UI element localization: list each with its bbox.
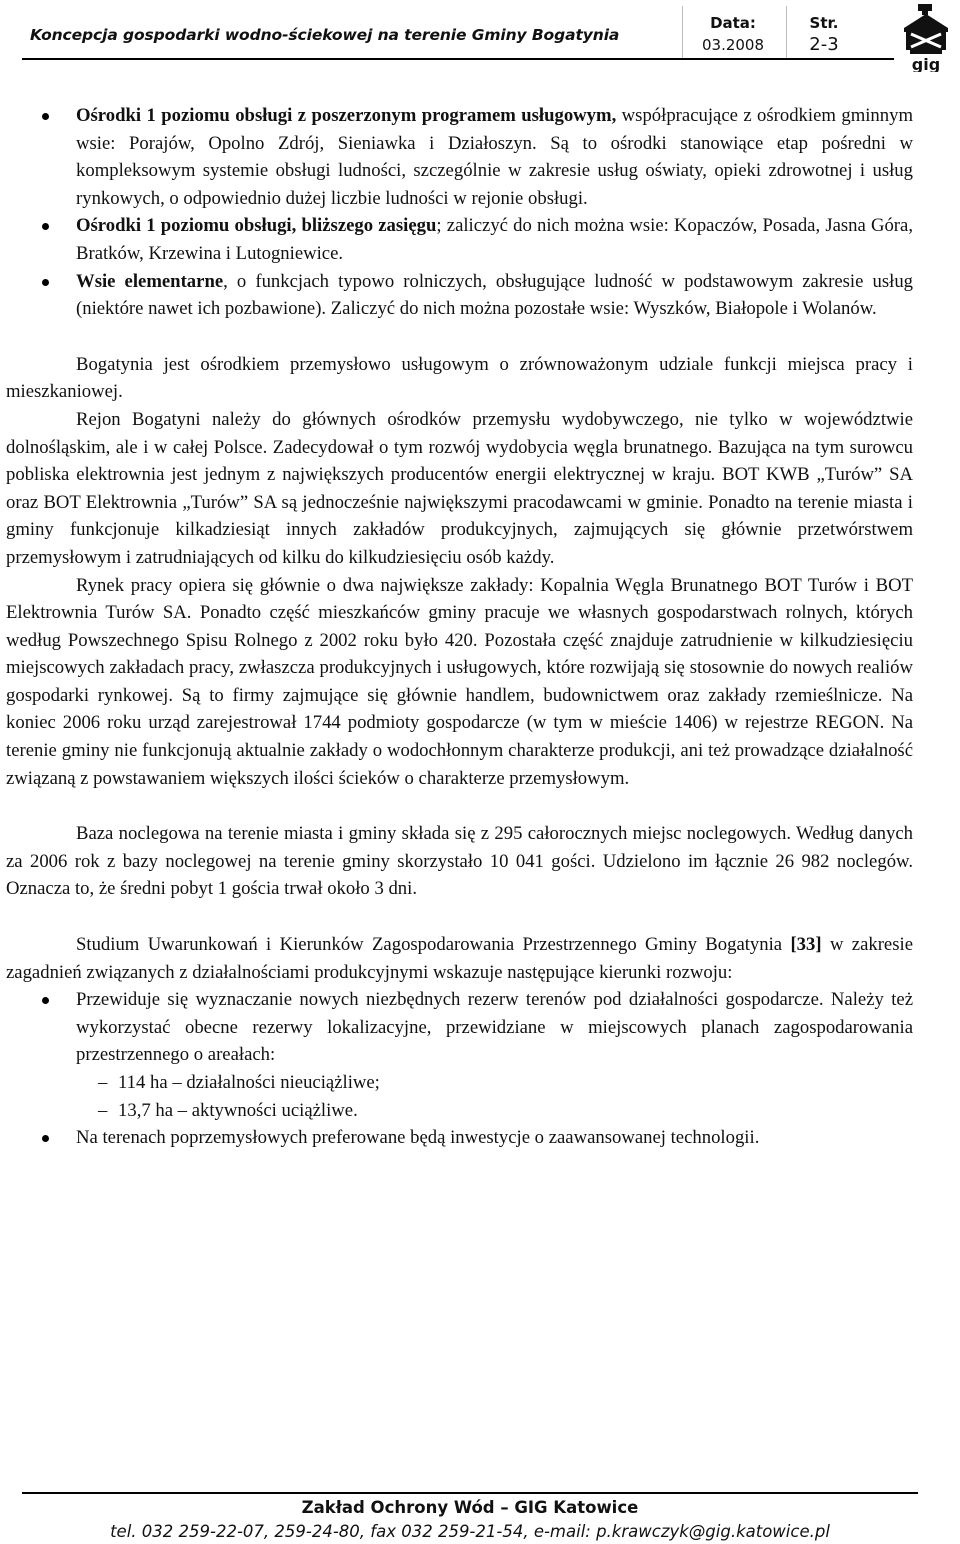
item-text: Na terenach poprzemysłowych preferowane będą inwestycje o zaawansowanej technologii.: [76, 1127, 760, 1149]
page-footer: [22, 1492, 918, 1544]
item-text: 13,7 ha – aktywności uciążliwe.: [118, 1099, 358, 1121]
bullet-icon: [42, 113, 49, 120]
page-value: 2-3: [809, 34, 839, 55]
paragraph: Rejon Bogatyni należy do głównych ośrodków przemysłu wydobywczego, nie tylko w województwie dolnośląskim, ale i w całej Polsce. Zadecydował o tym rozwój wydobycia węgla brunatnego. Bazująca na tym surowcu pobliska elektrownia jest jednym z największych producentów energii elektrycznej w kraju. BOT KWB „Turów” SA oraz BOT Elektrownia „Turów” SA są jednocześnie największymi pracodawcami w gminie. Ponadto na terenie miasta i gminy funkcjonuje kilkadziesiąt innych zakładów produkcyjnych, zajmujących się głównie przetwórstwem przemysłowym i zatrudniających od kilku do kilkudziesięciu osób każdy.: [6, 408, 913, 568]
bullet-icon: [42, 1135, 49, 1142]
dash-icon: –: [98, 1099, 108, 1121]
gig-logo: [896, 2, 956, 72]
bullet-icon: [42, 279, 49, 286]
bullet-icon: [42, 223, 49, 230]
reference: [33]: [790, 934, 822, 956]
dash-item: [6, 1097, 913, 1125]
footer-contact: tel. 032 259-22-07, 259-24-80, fax 032 259-21-54, e-mail: p.krawczyk@gig.katowice.pl: [110, 1522, 830, 1541]
page-label: Str.: [809, 14, 839, 32]
header-divider: [786, 6, 787, 58]
footer-organization: Zakład Ochrony Wód – GIG Katowice: [301, 1498, 639, 1517]
date-cell: [690, 12, 776, 56]
page-number-cell: [794, 12, 854, 56]
item-heading: Ośrodki 1 poziomu obsługi, bliższego zasięgu: [76, 215, 437, 237]
list-item: [6, 212, 913, 267]
item-text: ; zaliczyć do nich można wsie: Kopaczów, Posada, Jasna Góra, Bratków, Krzewina i Lutogniewice.: [76, 215, 913, 264]
bullet-icon: [42, 997, 49, 1004]
list-item: [6, 1124, 913, 1152]
dash-item: [6, 1069, 913, 1097]
paragraph-text: w zakresie zagadnień związanych z działalnościami produkcyjnymi wskazuje następujące kierunki rozwoju:: [6, 934, 913, 983]
list-item: [6, 268, 913, 323]
date-value: 03.2008: [701, 36, 765, 54]
header-divider: [682, 6, 683, 58]
item-heading: Wsie elementarne: [76, 270, 224, 292]
date-label: Data:: [710, 14, 756, 32]
item-text: współpracujące z ośrodkiem gminnym wsie: Porajów, Opolno Zdrój, Sieniawka i Działoszyn. Są to ośrodki stanowiące etap pośredni w kompleksowym systemie obsługi ludności, szczególnie w zakresie usług oświaty, opieki zdrowotnej i usług rynkowych, o odpowiednio dużej liczbie ludności w rejonie obsługi.: [76, 105, 913, 209]
document-body: [6, 102, 913, 1152]
item-heading: Ośrodki 1 poziomu obsługi z poszerzonym programem usługowym,: [76, 105, 617, 126]
page-header: [22, 6, 894, 60]
directions-list: [6, 1124, 913, 1152]
list-item: [6, 986, 913, 1069]
dash-icon: –: [98, 1072, 108, 1093]
item-text: , o funkcjach typowo rolniczych, obsługujące ludność w podstawowym zakresie usług (niektóre nawet ich pozbawione). Zaliczyć do nich można pozostałe wsie: Wyszków, Białopole i Wolanów.: [76, 270, 914, 320]
logo-text: gig: [911, 55, 941, 72]
item-text: 114 ha – działalności nieuciążliwe;: [118, 1072, 380, 1093]
paragraph: [6, 931, 913, 986]
document-title: Koncepcja gospodarki wodno-ściekowej na terenie Gminy Bogatynia: [30, 26, 620, 44]
paragraph: Bogatynia jest ośrodkiem przemysłowo usługowym o zrównoważonym udziale funkcji miejsca pracy i mieszkaniowej.: [6, 353, 913, 403]
paragraph: Rynek pracy opiera się głównie o dwa największe zakłady: Kopalnia Węgla Brunatnego BOT Turów i BOT Elektrownia Turów SA. Ponadto część mieszkańców gminy pracuje we własnych gospodarstwach rolnych, których według Powszechnego Spisu Rolnego z 2002 roku było 420. Pozostała część znajduje zatrudnienie w kilkudziesięciu miejscowych zakładach pracy, zwłaszcza produkcyjnych i usługowych, które rozwijają się stosownie do nowych realiów gospodarki rynkowej. Są to firmy zajmujące się głównie handlem, budownictwem oraz zakłady rzemieślnicze. Na koniec 2006 roku urząd zarejestrował 1744 podmioty gospodarcze (w tym w mieście 1406) w rejestrze REGON. Na terenie gminy nie funkcjonują aktualnie zakłady o wodochłonnym charakterze produkcji, ani też prowadzące działalność związaną z powstawaniem większych ilości ścieków o charakterze przemysłowym.: [6, 574, 913, 789]
item-text: Przewiduje się wyznaczanie nowych niezbędnych rezerw terenów pod działalności gospodarcze. Należy też wykorzystać obecne rezerwy lokalizacyjne, przewidziane w miejscowych planach zagospodarowania przestrzennego o areałach:: [76, 989, 913, 1066]
directions-list: [6, 986, 913, 1069]
paragraph-text: Studium Uwarunkowań i Kierunków Zagospodarowania Przestrzennego Gminy Bogatynia: [76, 934, 791, 956]
paragraph: Baza noclegowa na terenie miasta i gminy składa się z 295 całorocznych miejsc noclegowych. Według danych za 2006 rok z bazy noclegowej na terenie gminy skorzystało 10 041 gości. Udzielono im łącznie 26 982 noclegów. Oznacza to, że średni pobyt 1 gościa trwał około 3 dni.: [6, 823, 913, 900]
area-list: [6, 1069, 913, 1124]
list-item: [6, 102, 913, 212]
settlement-list: [6, 102, 913, 323]
